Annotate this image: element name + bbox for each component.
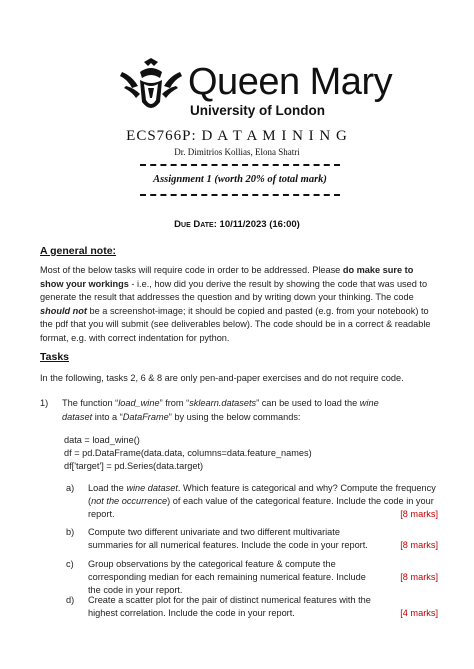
code-line-1: data = load_wine() [64,435,140,445]
subtask-b-marks: [8 marks] [400,540,438,550]
subtask-b-text: Compute two different univariate and two different multivariate summaries for all numerical features. Include the code in your report. [88,527,368,551]
subtask-d [66,594,438,622]
task-1-dataset: wine dataset [62,398,379,422]
task-1-number: 1) [40,398,49,408]
subtask-d-marks: [4 marks] [400,608,438,618]
due-date [0,219,474,230]
due-value: 10/11/2023 (16:00) [219,219,300,230]
task-1-text-b: ” from “ [159,398,190,408]
note-bold-1: do make sure to show your workings [40,265,414,289]
note-bold-2: should not [40,305,87,316]
assignment-title: Assignment 1 (worth 20% of total mark) [153,174,327,185]
task-1-module: sklearn.datasets [189,398,257,408]
divider-top [140,164,340,166]
general-note-heading: A general note: [40,245,117,257]
due-separator: : [213,219,220,230]
task-1-text [62,397,398,424]
subtask-a-italic-1: wine dataset [126,483,178,493]
authors: Dr. Dimitrios Kollias, Elona Shatri [174,147,300,157]
note-text-2: - i.e., how did you derive the result by showing the code that was used to generate the result that addresses the question and by writing down your thinking. The code [40,278,428,303]
subtask-a-label: a) [66,483,75,493]
task-1-text-c: ” can be used to load the [256,398,360,408]
subtask-c-marks: [8 marks] [400,572,438,582]
subtask-d-label: d) [66,595,75,605]
subtask-b [66,526,438,554]
general-note-paragraph [40,264,438,346]
task-1-function: load_wine [118,398,160,408]
subtask-a-text [88,482,438,522]
task-1-text-d: into a “ [92,411,123,422]
subtask-a [66,482,438,522]
subtask-a-text-2: . Which feature is categorical and why? Compute the frequency ( [88,483,436,507]
logo-subtitle: University of London [190,103,325,118]
task-1-text-e: ” by using the below commands: [168,411,301,422]
course-title: ECS766P: D A T A M I N I N G [126,128,348,144]
divider-bottom [140,194,340,196]
subtask-a-marks: [8 marks] [400,509,438,519]
university-logo [118,58,393,118]
note-text-1: Most of the below tasks will require code in order to be addressed. Please [40,265,343,275]
note-text-3: be a screenshot-image; it should be copied and pasted (e.g. from your notebook) to the pdf that you will submit (see deliverables below). The code should be in a correct & readable format, e.g. with correct indentation for python. [40,305,431,343]
subtask-b-label: b) [66,527,75,537]
subtask-c-text: Group observations by the categorical feature & compute the corresponding median for each remaining numerical feature. Include the code in your report. [88,559,366,596]
code-line-2: df = pd.DataFrame(data.data, columns=data.feature_names) [64,448,312,458]
due-label: Due Date [174,219,214,230]
code-line-3: df['target'] = pd.Series(data.target) [64,461,204,471]
subtask-d-text: Create a scatter plot for the pair of distinct numerical features with the highest correlation. Include the code in your report. [88,595,371,619]
logo-name: Queen Mary [188,61,393,103]
crown-crest-icon [118,58,184,118]
subtask-a-text-3: ) of each value of the categorical feature. Include the code in your report. [88,496,434,520]
tasks-intro: In the following, tasks 2, 6 & 8 are only pen-and-paper exercises and do not require code. [40,373,404,383]
subtask-a-text-1: Load the [88,483,127,493]
task-1-dataframe: DataFrame [122,411,169,422]
subtask-a-italic-2: not the occurrence [91,496,168,507]
tasks-heading: Tasks [40,351,69,363]
subtask-c-label: c) [66,559,74,569]
subtask-c [66,558,438,596]
task-1-text-a: The function “ [62,398,119,408]
